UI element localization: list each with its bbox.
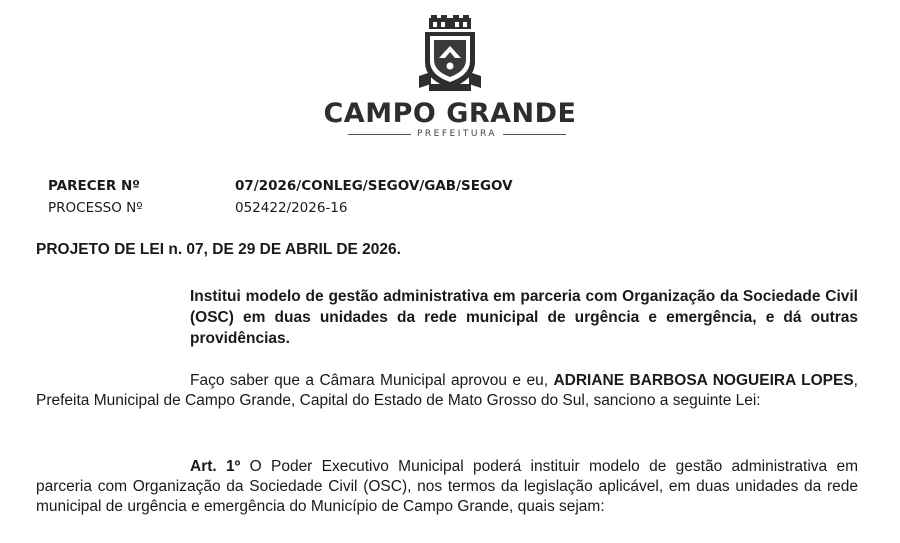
preamble-paragraph <box>36 371 858 411</box>
ementa: Institui modelo de gestão administrativa em parceria com Organização da Sociedade Civil (OSC) em duas unidades da rede municipal de urgência e emergência, e dá outras providências. <box>190 288 858 347</box>
mayor-name: ADRIANE BARBOSA NOGUEIRA LOPES <box>553 372 854 389</box>
article-1-paragraph <box>36 457 858 517</box>
parecer-label: PARECER Nº <box>48 178 140 194</box>
preamble-lead: Faço saber que a Câmara Municipal aprovou e eu, <box>190 372 554 389</box>
processo-label: PROCESSO Nº <box>48 200 143 216</box>
article-1-text: O Poder Executivo Municipal poderá instituir modelo de gestão administrativa em parceria com Organização da Sociedade Civil (OSC), nos termos da legislação aplicável, em duas unidades da rede municipal de urgência e emergência do Município de Campo Grande, quais sejam: <box>36 458 858 515</box>
processo-value: 052422/2026-16 <box>235 200 348 216</box>
brand-subtitle-row <box>348 128 566 140</box>
divider <box>348 134 411 135</box>
divider <box>503 134 566 135</box>
parecer-value: 07/2026/CONLEG/SEGOV/GAB/SEGOV <box>235 178 513 194</box>
brand-name: CAMPO GRANDE <box>323 98 577 129</box>
brand-subtitle: PREFEITURA <box>417 129 498 139</box>
law-title: PROJETO DE LEI n. 07, DE 29 DE ABRIL DE 2026. <box>36 241 401 258</box>
article-1-label: Art. 1º <box>190 458 241 475</box>
city-coat-of-arms-logo <box>415 14 485 94</box>
preamble-rest: , Prefeita Municipal de Campo Grande, Capital do Estado de Mato Grosso do Sul, sanciono a seguinte Lei: <box>36 372 858 409</box>
